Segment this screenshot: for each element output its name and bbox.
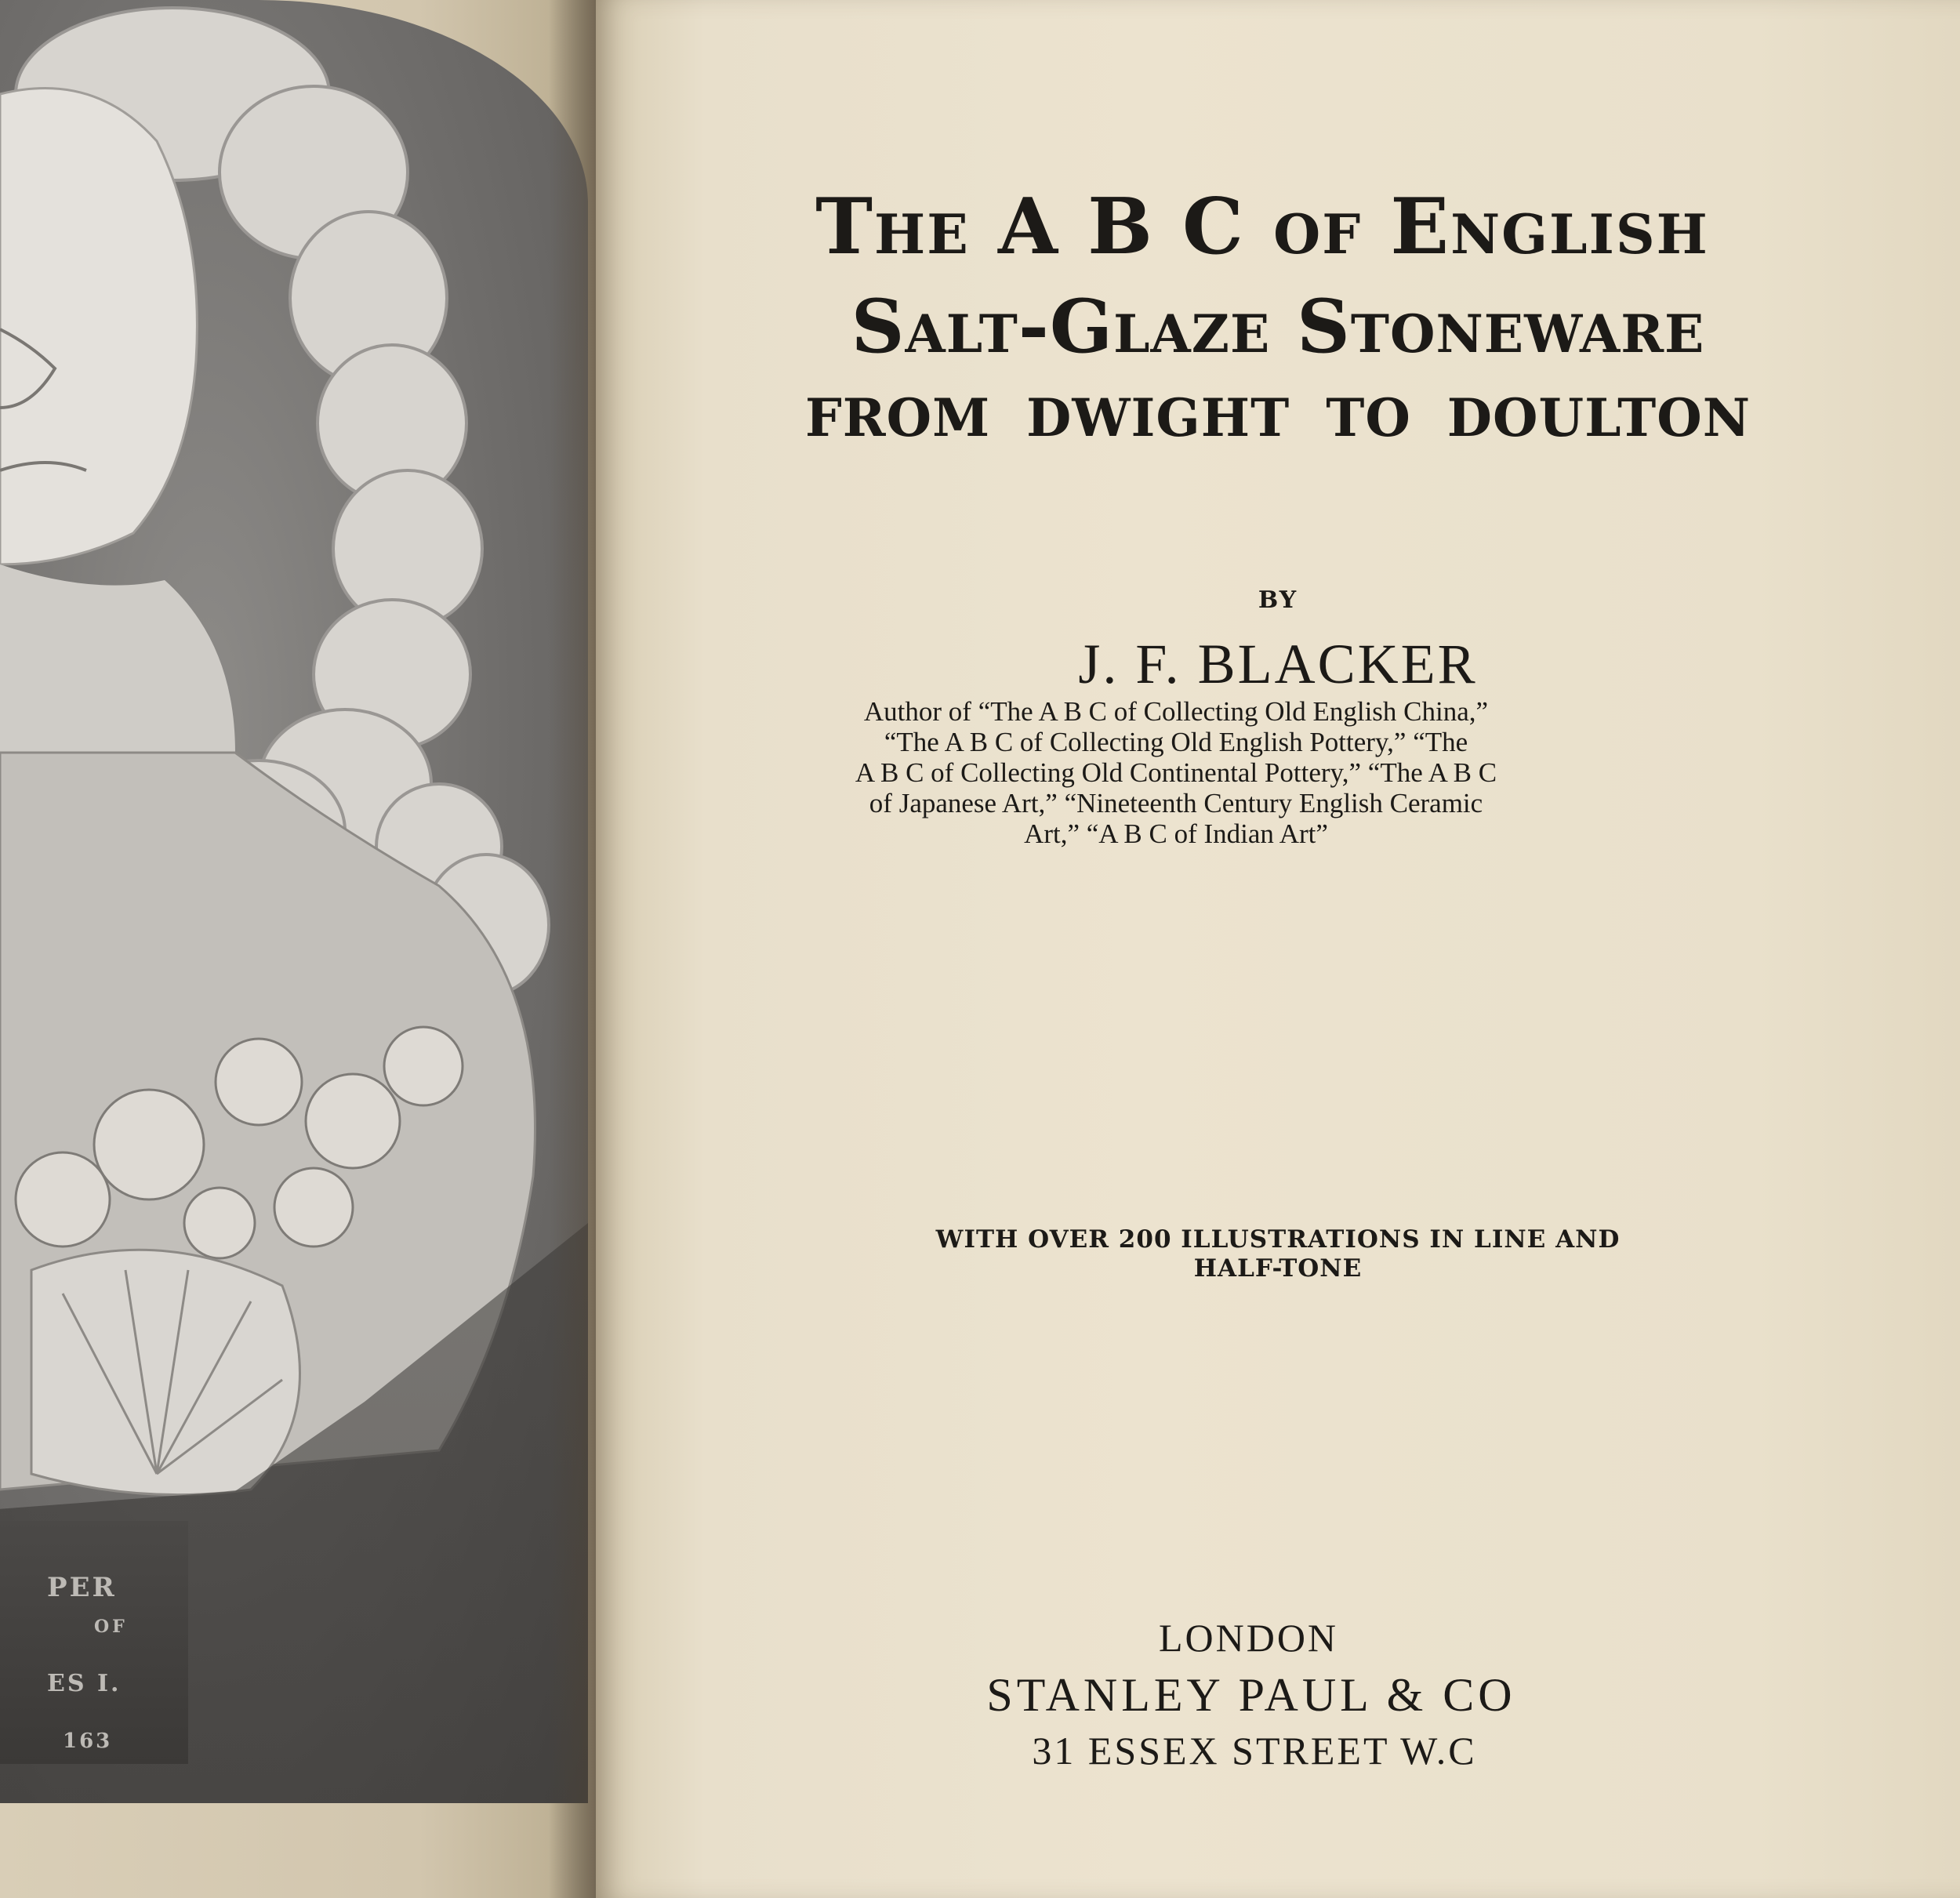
title-page: [596, 0, 1960, 1898]
plaque-text-line: OF: [94, 1617, 128, 1637]
publisher-city: LONDON: [1158, 1616, 1339, 1660]
credits-line: of Japanese Art,” “Nineteenth Century English Ceramic: [869, 788, 1483, 818]
publisher-name: STANLEY PAUL & CO: [986, 1669, 1516, 1721]
author-credits: [788, 696, 1564, 849]
plaque-text-line: 163: [63, 1729, 113, 1753]
bust-plaque: [0, 1521, 188, 1764]
by-label: BY: [1258, 586, 1298, 614]
author-name: J. F. BLACKER: [1078, 633, 1478, 695]
publisher-address: 31 ESSEX STREET W.C: [1032, 1729, 1477, 1773]
illustrations-note-line-1: WITH OVER 200 ILLUSTRATIONS IN LINE AND: [935, 1225, 1621, 1254]
credits-line: A B C of Collecting Old Continental Pottery,” “The A B C: [855, 757, 1497, 788]
plaque-text-line: ES I.: [47, 1670, 122, 1697]
credits-line: Author of “The A B C of Collecting Old English China,”: [863, 696, 1489, 727]
credits-line: “The A B C of Collecting Old English Pottery,” “The: [884, 727, 1468, 757]
book-title-line-2: Salt-Glaze Stoneware: [851, 284, 1705, 370]
illustrations-note-line-2: HALF-TONE: [1193, 1254, 1363, 1283]
book-title-line-1: The A B C of English: [815, 182, 1709, 272]
frontispiece-page: [0, 0, 596, 1898]
plaque-text-line: PER: [47, 1572, 117, 1603]
credits-line: Art,” “A B C of Indian Art”: [1024, 818, 1328, 849]
book-subtitle: FROM DWIGHT TO DOULTON: [804, 387, 1751, 448]
